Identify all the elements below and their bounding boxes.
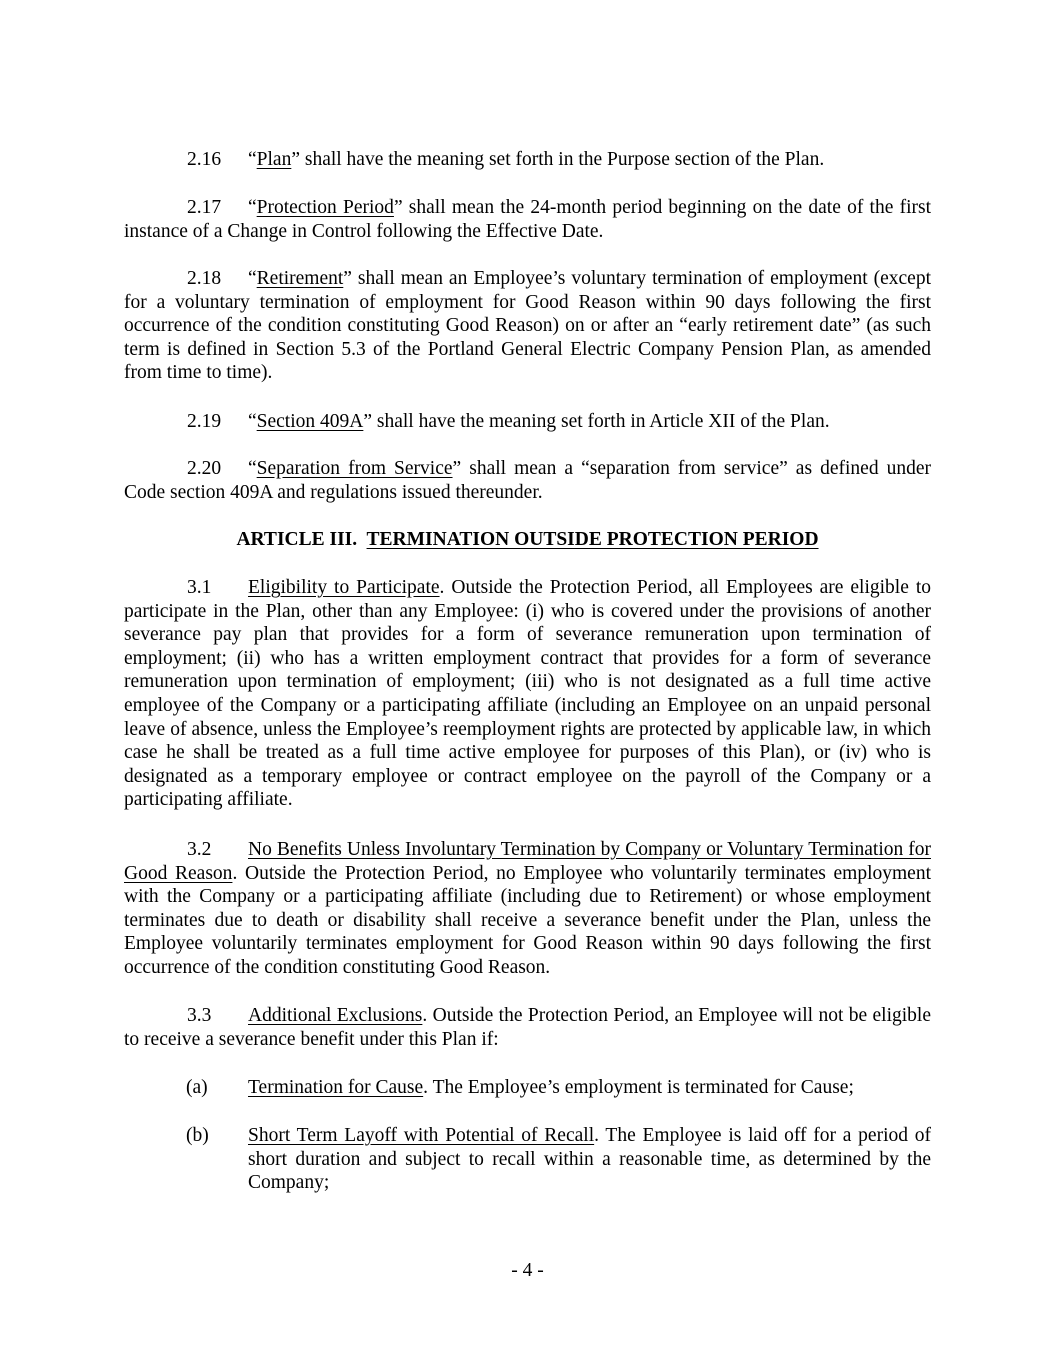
section-number: 2.20 <box>187 458 222 479</box>
section-text: . Outside the Protection Period, an Employee will not be eligible to receive a severance benefit under this Plan if: <box>124 1005 931 1050</box>
section-2-20: 2.20 “Separation from Service” shall mean a “separation from service” as defined under Code section 409A and regulations issued thereunder. <box>124 458 932 503</box>
section-number: 2.18 <box>187 268 222 289</box>
list-item-text-block <box>248 1124 931 1195</box>
section-text: . Outside the Protection Period, all Employees are eligible to participate in the Plan, other than any Employee: (i) who is covered under the provisions of another severance pay plan that provides for a form of severance remuneration upon termination of employment; (ii) who has a written employment contract that provides for a form of severance remuneration upon termination of employment; (iii) who is not designated as a full time active employee of the Company or a participating affiliate (including an Employee on an unpaid personal leave of absence, unless the Employee’s reemployment rights are protected by applicable law, in which case he shall be treated as a full time active employee for purposes of this Plan), or (iv) who is designated as a temporary employee or contract employee on the payroll of the Company or a participating affiliate. <box>124 577 931 811</box>
section-title: Additional Exclusions <box>248 1005 423 1026</box>
section-number: 2.16 <box>187 149 222 170</box>
section-number: 3.2 <box>187 839 212 860</box>
section-title: Eligibility to Participate <box>248 577 440 598</box>
section-2-18: 2.18 “Retirement” shall mean an Employee’s voluntary termination of employment (except for a voluntary termination of employment for Good Reason within 90 days following the first occurrence of the condition constituting Good Reason) on or after an “early retirement date” (as such term is defined in Section 5.3 of the Portland General Electric Company Pension Plan, as amended from time to time). <box>124 268 931 384</box>
section-text: ” shall mean the 24-month period beginning on the date of the first instance of a Change in Control following the Effective Date. <box>124 197 931 242</box>
section-text: ” shall have the meaning set forth in Article XII of the Plan. <box>363 411 830 432</box>
list-item-label: (a) <box>186 1077 208 1098</box>
list-item-text: . The Employee is laid off for a period of short duration and subject to recall within a reasonable time, as determined by the Company; <box>248 1125 931 1194</box>
defined-term: Protection Period <box>256 197 394 218</box>
defined-term: Section 409A <box>256 411 364 432</box>
section-3-1 <box>124 576 931 812</box>
list-item-text: . The Employee’s employment is terminated for Cause; <box>423 1077 854 1098</box>
list-item <box>186 1076 931 1100</box>
list-item-text-block <box>248 1076 931 1100</box>
list-item <box>186 1124 931 1195</box>
section-number: 3.1 <box>187 577 212 598</box>
section-number: 2.17 <box>187 197 222 218</box>
section-number: 2.19 <box>187 411 222 432</box>
defined-term: Plan <box>256 149 292 170</box>
defined-term: Retirement <box>256 268 344 289</box>
defined-term: Separation from Service <box>256 458 453 479</box>
page-number: - 4 - <box>511 1260 544 1281</box>
section-3-3 <box>124 1004 931 1051</box>
section-text: ” shall mean an Employee’s voluntary termination of employment (except for a voluntary termination of employment for Good Reason within 90 days following the first occurrence of the condition constituting Good Reason) on or after an “early retirement date” (as such term is defined in Section 5.3 of the Portland General Electric Company Pension Plan, as amended from time to time). <box>124 268 931 384</box>
section-3-2 <box>124 838 931 980</box>
article-title: TERMINATION OUTSIDE PROTECTION PERIOD <box>366 529 819 550</box>
section-2-16: 2.16 “Plan” shall have the meaning set forth in the Purpose section of the Plan. <box>187 149 825 170</box>
list-item-title: Short Term Layoff with Potential of Recall <box>248 1125 595 1146</box>
list-item-title: Termination for Cause <box>248 1077 424 1098</box>
section-text: . Outside the Protection Period, no Employee who voluntarily terminates employment with the Company or a participating affiliate (including due to Retirement) or whose employment terminates due to death or disability shall receive a severance benefit under the Plan, unless the Employee voluntarily terminates employment for Good Reason within 90 days following the first occurrence of the condition constituting Good Reason. <box>124 862 931 978</box>
section-2-19: 2.19 “Section 409A” shall have the meaning set forth in Article XII of the Plan. <box>187 411 830 432</box>
section-title: No Benefits Unless Involuntary Termination by Company or Voluntary Termination for Good Reason <box>124 839 931 884</box>
article-prefix: ARTICLE III. <box>236 529 358 550</box>
section-text: ” shall mean a “separation from service” as defined under Code section 409A and regulations issued thereunder. <box>124 458 932 503</box>
list-item-label: (b) <box>186 1125 209 1146</box>
section-text: ” shall have the meaning set forth in the Purpose section of the Plan. <box>291 149 825 170</box>
section-2-17: 2.17 “Protection Period” shall mean the 24-month period beginning on the date of the first instance of a Change in Control following the Effective Date. <box>124 197 931 242</box>
article-heading <box>124 528 931 552</box>
section-number: 3.3 <box>187 1005 212 1026</box>
